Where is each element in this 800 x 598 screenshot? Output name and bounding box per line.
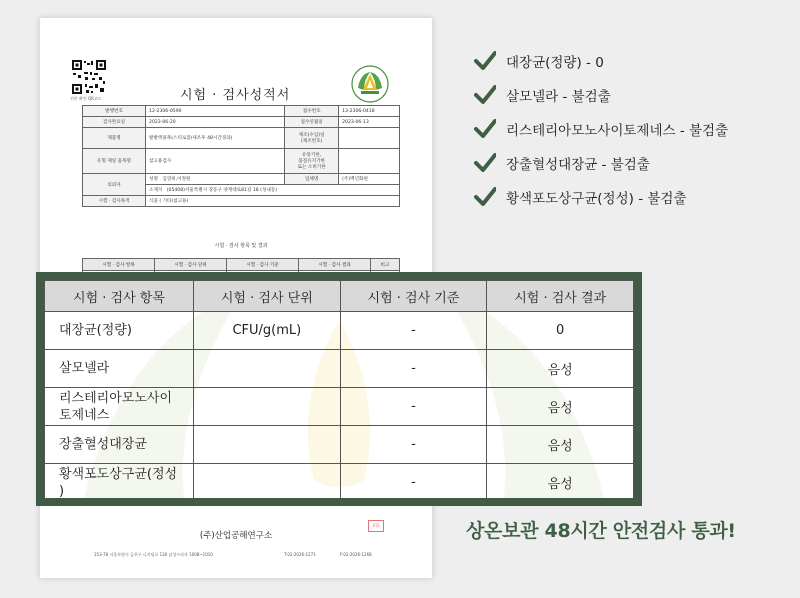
test-result-checklist xyxy=(474,44,728,214)
check-icon xyxy=(474,152,496,174)
results-header-row: 시험 · 검사 항목 시험 · 검사 단위 시험 · 검사 기준 시험 · 검사 결과 xyxy=(45,281,634,312)
certificate-info-table: 발행번호 12-2306-0590 접수번호 13-2306-0418 검사완료일 2023-06-20 접수연월일 2023-06-13 제품명 발발액용목(스티로폼/새조후 48시간경과) 제조(수입)일 (제조번호) 유형 제일 품목명 참고용검사 유통기한, 품질유지기한 또는 소비기한 의뢰자 성명 김영희,이정원 업체명 (주)백년화편 소재지 (05408)서울특별시 강동구 양재대로81길 18 (성내동) 시험 · 검사목적 식품 ( 기타(참고용) xyxy=(82,105,400,207)
list-item: 장출혈성대장균 - 불검출 xyxy=(474,146,728,180)
list-item: 살모넬라 - 불검출 xyxy=(474,78,728,112)
list-item: 황색포도상구균(정성) - 불검출 xyxy=(474,180,728,214)
results-table xyxy=(44,280,634,498)
document-title: 시험 · 검사성적서 xyxy=(180,88,291,103)
table-row: 살모넬라 - 음성 xyxy=(45,350,634,388)
qr-caption: 진본 확인 QR코드 xyxy=(70,96,102,101)
list-item: 대장균(정량) - 0 xyxy=(474,44,728,78)
certificate-results-table: 시험 · 검사 항목 시험 · 검사 단위 시험 · 검사 기준 시험 · 검사 결과 비고 xyxy=(82,258,400,283)
list-item: 리스테리아모노사이토제네스 - 불검출 xyxy=(474,112,728,146)
official-stamp: (印) xyxy=(368,520,384,532)
certification-seal-icon xyxy=(350,64,390,104)
results-subtitle: 시험 · 검사 항목 및 결과 xyxy=(214,243,268,249)
issuing-organization: (주)산업공해연구소 xyxy=(199,531,273,541)
footer-fax: F:02-2026-1268 xyxy=(340,552,372,557)
zoomed-results-panel xyxy=(36,272,642,506)
footer-tel: T:02-2026-1271 xyxy=(284,552,316,557)
footer-address: 153-78 서울특별시 금천구 디지털로 130 남성프라자 1008~1010 xyxy=(94,552,213,557)
table-row: 리스테리아모노사이 토제네스 - 음성 xyxy=(45,388,634,426)
table-row: 장출혈성대장균 - 음성 xyxy=(45,426,634,464)
table-row: 대장균(정량) CFU/g(mL) - 0 xyxy=(45,312,634,350)
check-icon xyxy=(474,84,496,106)
table-row: 황색포도상구균(정성 ) - 음성 xyxy=(45,464,634,499)
tagline: 상온보관 48시간 안전검사 통과! xyxy=(466,520,736,542)
check-icon xyxy=(474,50,496,72)
check-icon xyxy=(474,118,496,140)
check-icon xyxy=(474,186,496,208)
qr-code-icon xyxy=(72,60,106,94)
